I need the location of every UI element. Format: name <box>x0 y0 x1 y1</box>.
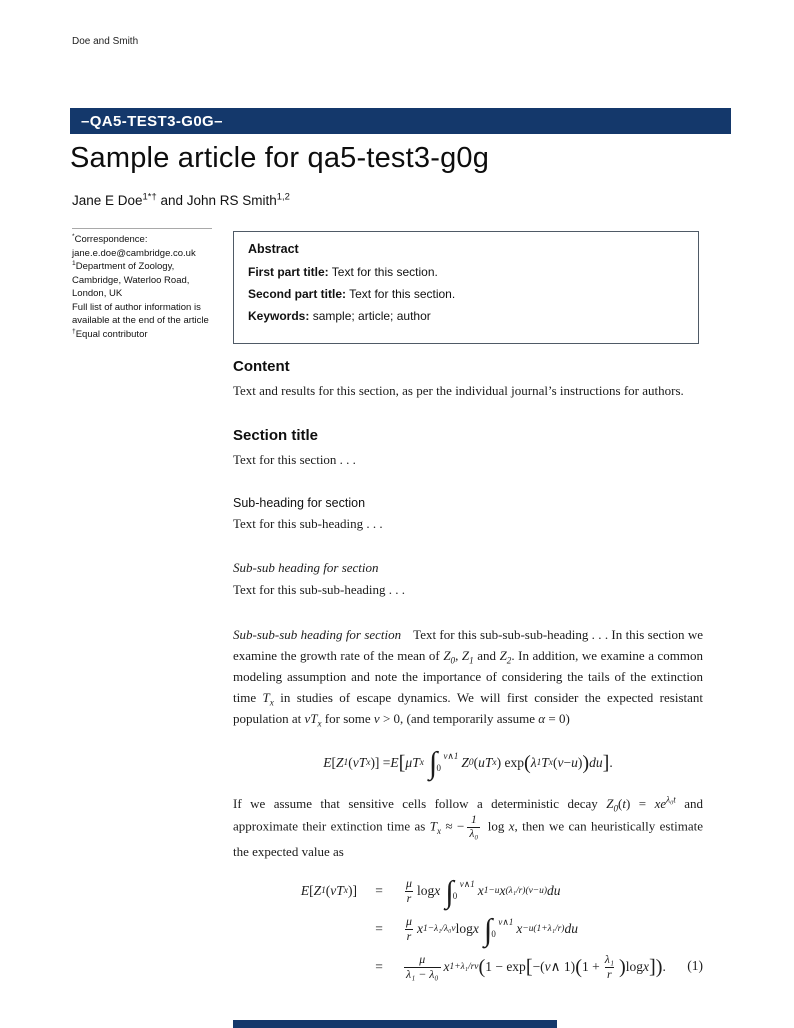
subsection-paragraph: Text for this sub-heading . . . <box>233 516 383 531</box>
math-token: du <box>564 921 578 937</box>
math-token: in studies of escape dynamics. We will first consider the expected resistant population at <box>233 690 703 726</box>
math-token: du <box>589 755 603 770</box>
abstract-row-text: Text for this section. <box>328 265 438 279</box>
math-token: E <box>390 755 399 770</box>
math-token: log <box>455 921 473 937</box>
math-token: 1 + <box>581 959 600 975</box>
math-token: Z <box>313 883 322 899</box>
abstract-row-label: First part title: <box>248 265 329 279</box>
math-token: ) exp <box>496 755 524 770</box>
math-token: Z <box>336 755 344 770</box>
math-token: . In addition, we examine a common modeling assumption and note the importance of considering the tails of the extinction time <box>233 648 704 705</box>
math-token: 2 <box>506 655 512 666</box>
correspondence-line <box>72 287 224 301</box>
math-token: t <box>622 796 627 811</box>
math-token: and approximate their extinction time as <box>233 796 703 834</box>
math-token: ( <box>473 755 479 770</box>
math-token: x <box>317 718 322 729</box>
math-token: [ <box>331 755 336 770</box>
subsubsection-heading: Sub-sub heading for section <box>233 560 379 575</box>
math-token: = 0) <box>545 711 570 726</box>
math-token: ( <box>478 956 486 979</box>
math-token: [ <box>398 751 406 774</box>
math-token: ∫ v∧1 0 <box>428 745 459 781</box>
math-token: Z <box>461 755 469 770</box>
math-token: x <box>477 883 484 899</box>
math-token: − <box>563 755 572 770</box>
content-paragraph: Text and results for this section, as per the individual journal’s instructions for authors. <box>233 383 684 398</box>
correspondence-line <box>72 328 224 342</box>
math-token: [ <box>309 883 314 899</box>
abstract-row <box>248 287 684 301</box>
math-token: vT <box>304 711 318 726</box>
math-token: ( <box>325 883 331 899</box>
body-paragraph <box>233 624 703 729</box>
math-token: $\frac{\mu}{r}$ <box>406 914 412 943</box>
subsection-heading: Sub-heading for section <box>233 496 366 510</box>
correspondence-line <box>72 260 224 274</box>
math-token: ∫ v∧1 0 <box>483 911 514 947</box>
footer-bar <box>233 1020 557 1028</box>
display-equation: E [ Z 1 ( vT x )] = E [ μT x ∫ v∧1 0 Z 0 ( uT x ) exp ( λ 1 T x ( v − u ) ) du ] . <box>323 745 613 781</box>
math-token: 1 <box>469 655 474 666</box>
math-token: x <box>472 921 479 937</box>
math-token: ) = <box>626 796 655 811</box>
math-token: Text for this sub-sub-sub-heading . . . In this section we examine the growth rate of the mean of <box>233 627 704 663</box>
math-token: 0 <box>450 655 456 666</box>
math-token: λ₀t <box>666 794 676 805</box>
math-token: > 0, (and temporarily assume <box>379 711 539 726</box>
math-token: v <box>544 959 551 975</box>
equals-sign: = <box>375 959 383 975</box>
math-token: ] <box>602 751 610 774</box>
math-token: xe <box>654 796 667 811</box>
article-body <box>233 358 703 986</box>
math-token: )] <box>348 883 357 899</box>
math-token: $\frac{\mu}{\text{λ₁ − λ₀}}$ <box>406 952 439 981</box>
section-paragraph: Text for this section . . . <box>233 452 356 467</box>
math-token: x <box>508 818 515 834</box>
math-token: for some <box>321 711 374 726</box>
math-token: . <box>662 959 666 975</box>
abstract-row-text: Text for this section. <box>346 287 456 301</box>
math-token: log <box>416 883 435 899</box>
equation-row <box>233 948 703 986</box>
math-token: jane.e.doe@cambridge.co.uk <box>72 247 196 259</box>
math-token: T <box>429 818 438 834</box>
math-token: ∫ v∧1 0 <box>445 873 475 909</box>
math-token: Correspondence: <box>74 234 148 245</box>
math-token: α <box>538 711 546 726</box>
correspondence-line <box>72 274 224 288</box>
abstract-row-label: Keywords: <box>248 309 310 323</box>
math-token: vT <box>352 755 367 770</box>
math-token: $\frac{\text{λ₁}}{r}$ <box>604 952 614 981</box>
math-token: ( <box>523 751 531 774</box>
math-token: and John RS Smith <box>156 193 277 208</box>
abstract-row <box>248 265 684 279</box>
equation-array <box>233 872 703 986</box>
abstract-row-text: sample; article; author <box>309 309 431 323</box>
correspondence-line <box>72 233 224 247</box>
math-token: log <box>483 818 509 834</box>
abstract-row <box>248 309 684 323</box>
math-token: x <box>437 826 442 837</box>
math-token: ( <box>618 796 623 811</box>
equation-row <box>233 910 703 948</box>
correspondence-lines <box>72 233 224 341</box>
math-token: Jane E Doe <box>72 193 143 208</box>
journal-banner <box>70 108 731 134</box>
math-token: † <box>72 327 76 335</box>
math-token: , then we can heuristically estimate the expected value as <box>233 818 703 860</box>
body-paragraph-2 <box>233 793 703 862</box>
math-token: [ <box>525 956 533 979</box>
math-token: λ <box>530 755 537 770</box>
math-token: 1 − exp <box>485 959 526 975</box>
math-token: Z <box>606 796 614 811</box>
math-token: v <box>557 755 564 770</box>
equals-sign: = <box>375 921 383 937</box>
math-token: , <box>455 648 462 663</box>
math-token: 1 <box>72 259 76 267</box>
math-token: du <box>547 883 561 899</box>
math-token: )] = <box>370 755 391 770</box>
math-token: * <box>72 232 75 240</box>
math-token: $\frac{1}{\text{λ₀}}$ <box>469 814 479 841</box>
equation-tag: (1) <box>687 958 703 974</box>
authors-line <box>72 193 290 208</box>
subsubsection-paragraph: Text for this sub-sub-heading . . . <box>233 582 406 597</box>
math-token: u <box>571 755 578 770</box>
math-token: E <box>300 883 310 899</box>
math-token: v <box>373 711 380 726</box>
math-token: T <box>262 690 270 705</box>
math-token: ∧ 1) <box>550 959 576 975</box>
correspondence-line <box>72 314 224 328</box>
banner-text: –QA5-TEST3-G0G– <box>81 112 223 130</box>
math-token: ( <box>575 956 582 979</box>
abstract-heading: Abstract <box>248 242 299 256</box>
math-token: ≈ − <box>441 818 465 834</box>
math-token: x <box>499 883 506 899</box>
math-token: x <box>269 697 274 708</box>
math-token: ( <box>553 755 558 770</box>
math-token: 1,2 <box>276 191 290 203</box>
math-token: −( <box>532 959 545 975</box>
math-token: London, UK <box>72 288 123 299</box>
math-token: ) <box>582 751 590 774</box>
math-token: 0 <box>613 803 619 814</box>
section-heading: Section title <box>233 427 319 444</box>
math-token: Z <box>443 648 451 663</box>
math-token: Sub-sub-sub heading for section <box>233 627 402 642</box>
math-token: . <box>609 755 613 770</box>
correspondence-line <box>72 247 224 261</box>
correspondence-note <box>72 228 224 341</box>
equation-lhs: E [ Z 1 ( vT x )] <box>300 883 357 899</box>
math-token: ) <box>618 956 626 979</box>
math-token: available at the end of the article <box>72 315 209 326</box>
math-token: ) <box>577 755 583 770</box>
correspondence-line <box>72 301 224 315</box>
content-heading: Content <box>233 358 290 375</box>
math-token: x <box>516 921 523 937</box>
equation-rhs: $\frac{\mu}{\text{λ₁ − λ₀}}$ x 1+λ₁/rv ( 1 − exp [ −( v ∧ 1) ( 1 + $\frac{\text{λ₁}}{r}$ ) log x ] ) . <box>406 952 666 981</box>
math-token: ) <box>655 956 663 979</box>
math-token: Department of Zoology, <box>75 261 175 272</box>
math-token: Cambridge, Waterloo Road, <box>72 274 190 286</box>
abstract-row-label: Second part title: <box>248 287 347 301</box>
math-token: ( <box>348 755 353 770</box>
math-token: If we assume that sensitive cells follow a deterministic decay <box>233 796 607 811</box>
sidebar-rule <box>72 228 212 229</box>
article-title: Sample article for qa5-test3-g0g <box>70 142 490 174</box>
equation-row <box>233 872 703 910</box>
math-token: E <box>323 755 332 770</box>
math-token: Z <box>461 648 470 663</box>
math-token: 1*† <box>142 191 157 203</box>
abstract-box <box>233 231 699 344</box>
math-token: Equal contributor <box>75 328 148 340</box>
equation-rhs: $\frac{\mu}{r}$ log x ∫ v∧1 0 x 1−u x (λ₁/r)(v−u) du <box>406 873 561 909</box>
math-token: and <box>473 648 500 663</box>
running-head: Doe and Smith <box>72 36 139 47</box>
math-token: log <box>625 959 643 975</box>
math-token: vT <box>330 883 344 899</box>
math-token: T <box>541 755 549 770</box>
math-token: ] <box>648 956 656 979</box>
math-token: $\frac{\mu}{r}$ <box>406 876 412 905</box>
math-token: x <box>416 921 423 937</box>
math-token: Z <box>499 648 507 663</box>
equals-sign: = <box>375 883 383 899</box>
math-token: μT <box>405 755 420 770</box>
math-token: uT <box>478 755 493 770</box>
equation-rhs: $\frac{\mu}{r}$ x 1−λ₁/λ₀v log x ∫ v∧1 0 x −u(1+λ₁/r) du <box>406 911 578 947</box>
math-token: x <box>642 959 649 975</box>
math-token: x <box>434 883 441 899</box>
math-token: x <box>443 959 450 975</box>
math-token: Full list of author information is <box>72 301 201 313</box>
